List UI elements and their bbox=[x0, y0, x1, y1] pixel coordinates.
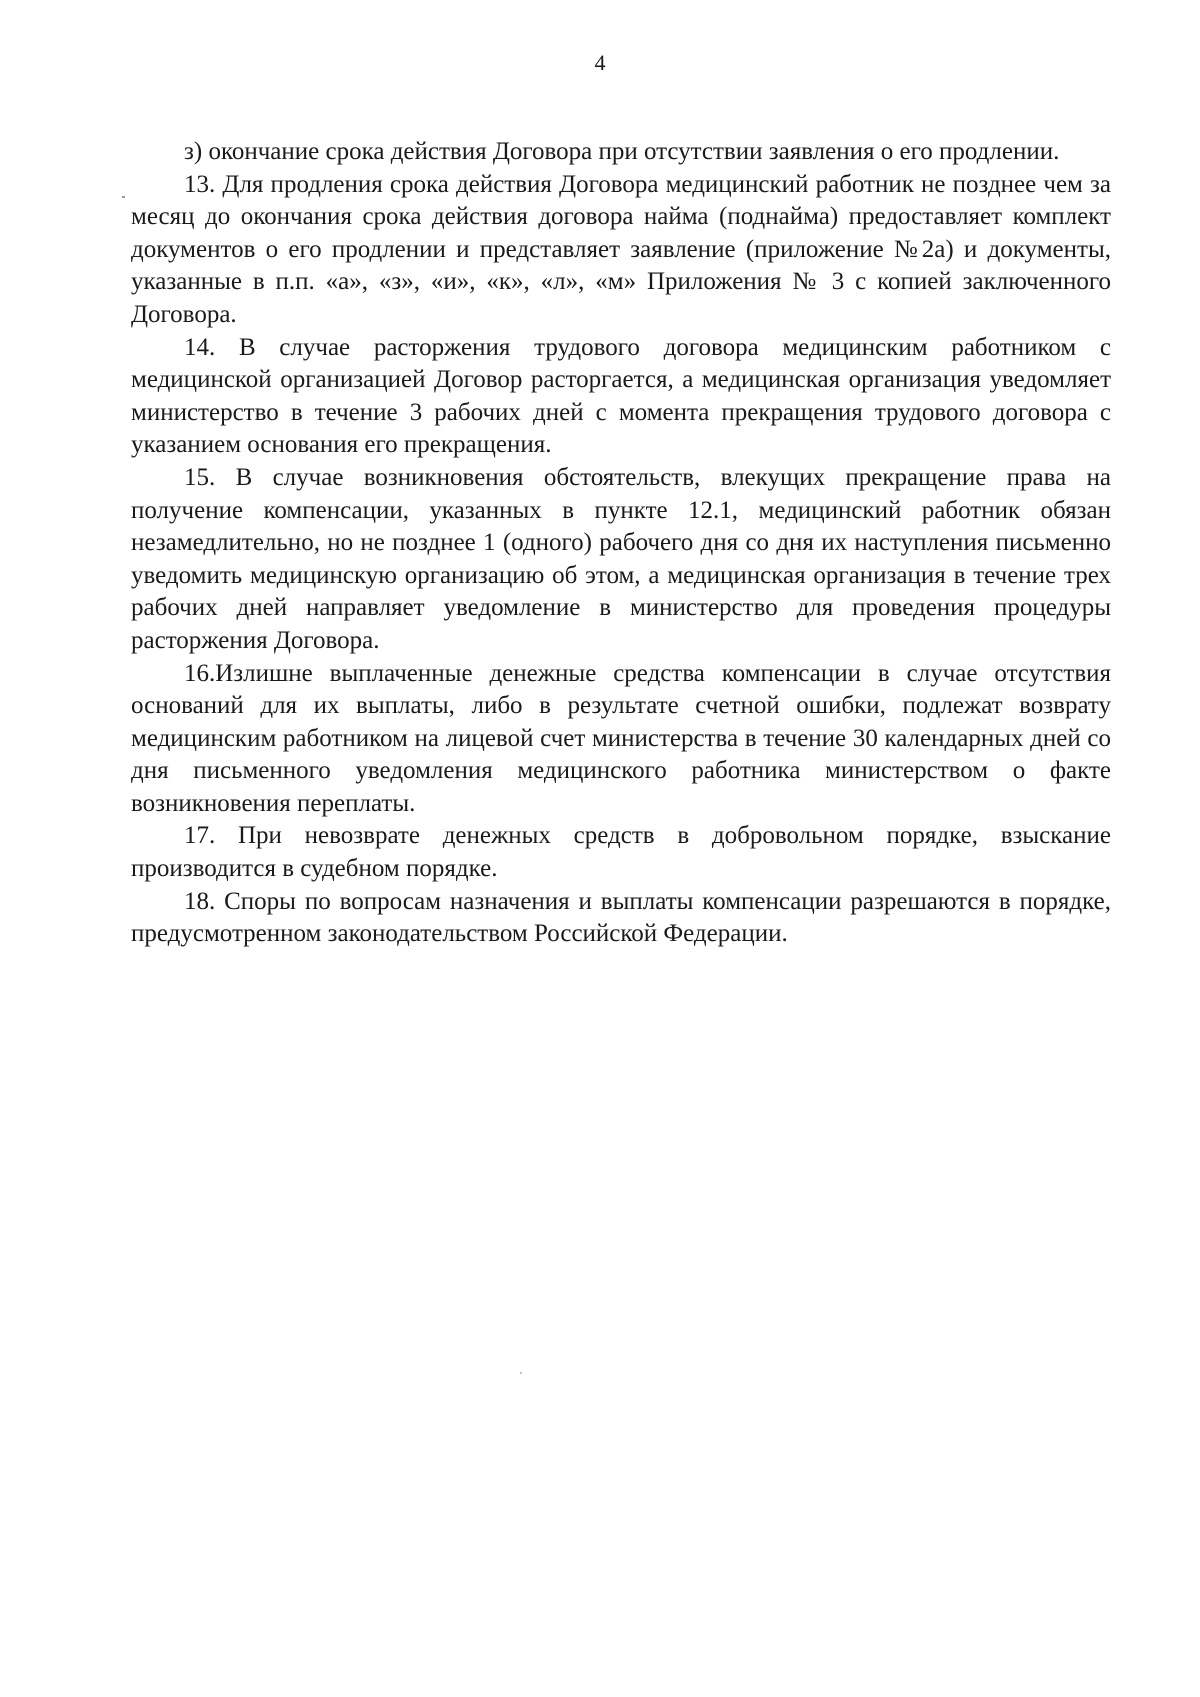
paragraph-18: 18. Споры по вопросам назначения и выплаты компенсации разрешаются в порядке, предусмотренном законодательством Российской Федерации. bbox=[131, 887, 1111, 948]
paragraph-14: 14. В случае расторжения трудового договора медицинским работником с медицинской организацией Договор расторгается, а медицинская организация уведомляет министерство в течение 3 рабочих дней с момента прекращения трудового договора с указанием основания его прекращения. bbox=[131, 333, 1111, 459]
paragraph-item-z: з) окончание срока действия Договора при отсутствии заявления о его продлении. bbox=[184, 138, 1060, 165]
paragraph-15: 15. В случае возникновения обстоятельств, влекущих прекращение права на получение компенсации, указанных в пункте 12.1, медицинский работник обязан незамедлительно, но не позднее 1 (одного) рабочего дня со дня их наступления письменно уведомить медицинскую организацию об этом, а медицинская организация в течение трех рабочих дней направляет уведомление в министерство для проведения процедуры расторжения Договора. bbox=[131, 463, 1111, 654]
paragraph-13: 13. Для продления срока действия Договора медицинский работник не позднее чем за месяц до окончания срока действия договора найма (поднайма) предоставляет комплект документов о его продлении и представляет заявление (приложение №2а) и документы, указанные в п.п. «а», «з», «и», «к», «л», «м» Приложения № 3 с копией заключенного Договора. bbox=[131, 170, 1111, 328]
paragraph-17: 17. При невозврате денежных средств в добровольном порядке, взыскание производится в судебном порядке. bbox=[131, 822, 1111, 883]
scan-artifact bbox=[520, 1372, 522, 1374]
paragraph-16: 16.Излишне выплаченные денежные средства компенсации в случае отсутствия оснований для их выплаты, либо в результате счетной ошибки, подлежат возврату медицинским работником на лицевой счет министерства в течение 30 календарных дней со дня письменного уведомления медицинского работника министерством о факте возникновения переплаты. bbox=[131, 659, 1111, 817]
page-number: 4 bbox=[594, 50, 606, 75]
scan-artifact bbox=[122, 196, 125, 198]
document-body bbox=[131, 136, 1111, 951]
